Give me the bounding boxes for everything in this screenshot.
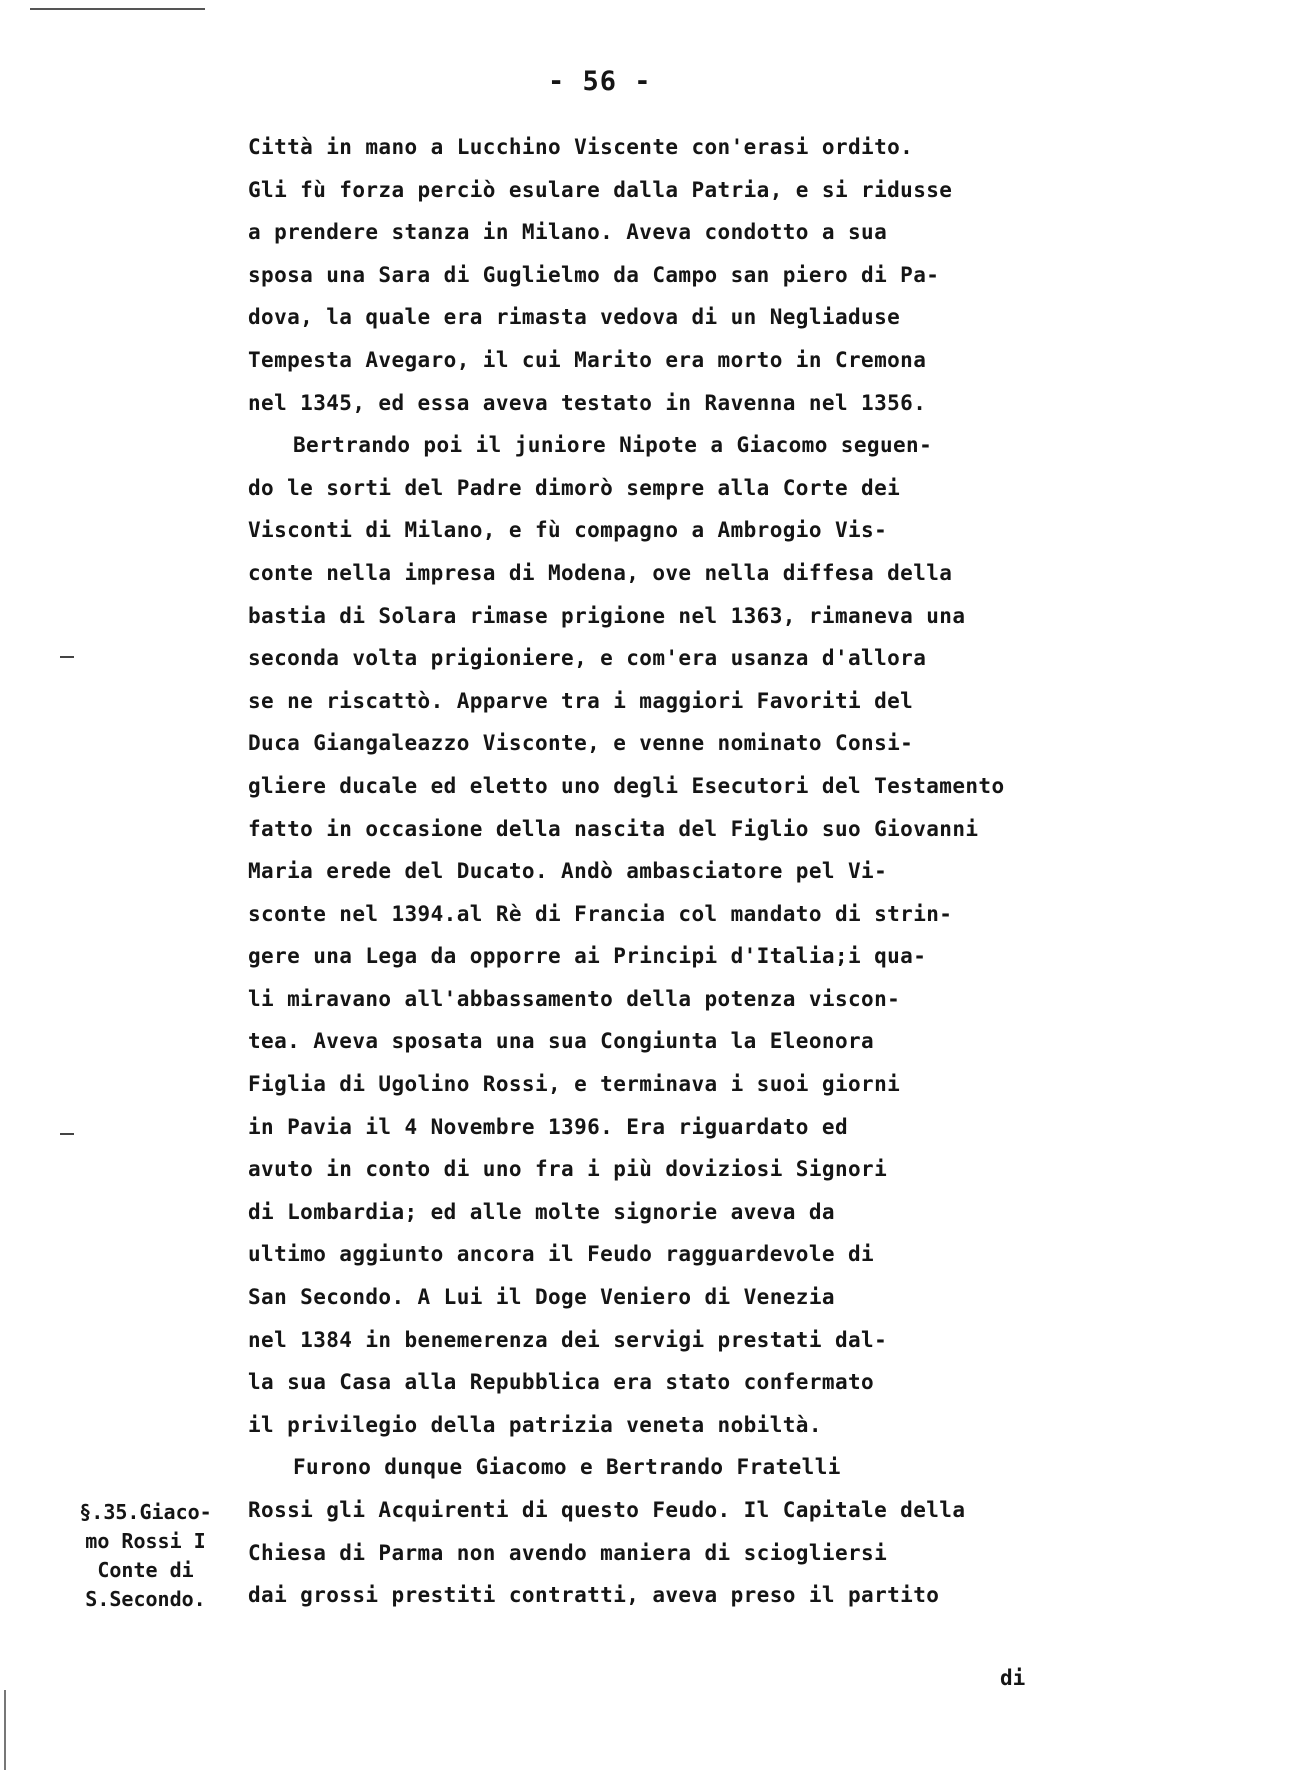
text-line: Furono dunque Giacomo e Bertrando Fratelli [293, 1455, 841, 1480]
text-line: San Secondo. A Lui il Doge Veniero di Venezia [248, 1285, 835, 1310]
text-line: avuto in conto di uno fra i più doviziosi Signori [248, 1157, 888, 1182]
text-line: Visconti di Milano, e fù compagno a Ambrogio Vis- [248, 518, 888, 543]
text-line: sposa una Sara di Guglielmo da Campo san piero di Pa- [248, 262, 940, 287]
text-line: a prendere stanza in Milano. Aveva condotto a sua [248, 220, 888, 245]
page-number: - 56 - [548, 66, 652, 97]
text-line: Città in mano a Lucchino Viscente con'erasi ordito. [248, 135, 914, 159]
text-line: fatto in occasione della nascita del Figlio suo Giovanni [248, 816, 979, 841]
text-line: Bertrando poi il juniore Nipote a Giacomo seguen- [293, 433, 933, 458]
text-line: do le sorti del Padre dimorò sempre alla Corte dei [248, 475, 901, 500]
text-line: tea. Aveva sposata una sua Congiunta la Eleonora [248, 1029, 875, 1054]
text-line: Rossi gli Acquirenti di questo Feudo. Il Capitale della [248, 1498, 966, 1522]
text-line: Figlia di Ugolino Rossi, e terminava i suoi giorni [248, 1072, 901, 1097]
scan-artifact-rule [30, 8, 205, 10]
text-line: seconda volta prigioniere, e com'era usanza d'allora [248, 646, 927, 671]
margin-note-line: mo Rossi I [85, 1529, 206, 1553]
text-line: gliere ducale ed eletto uno degli Esecutori del Testamento [248, 773, 1005, 798]
margin-note-line: S.Secondo. [85, 1587, 206, 1611]
text-line: di Lombardia; ed alle molte signorie aveva da [248, 1199, 835, 1224]
margin-note [58, 1498, 233, 1614]
text-line: Chiesa di Parma non avendo maniera di sciogliersi [248, 1540, 888, 1565]
scan-mark [60, 1133, 74, 1135]
text-line: conte nella impresa di Modena, ove nella diffesa della [248, 560, 953, 585]
text-line: dai grossi prestiti contratti, aveva preso il partito [248, 1583, 940, 1608]
margin-note-line: Conte di [97, 1558, 194, 1582]
text-line: il privilegio della patrizia veneta nobiltà. [248, 1412, 822, 1437]
text-line: nel 1384 in benemerenza dei servigi prestati dal- [248, 1327, 888, 1352]
text-line: se ne riscattò. Apparve tra i maggiori Favoriti del [248, 688, 914, 713]
text-line: li miravano all'abbassamento della potenza viscon- [248, 986, 901, 1011]
catchword: di [1000, 1666, 1026, 1690]
text-line: Maria erede del Ducato. Andò ambasciatore pel Vi- [248, 859, 888, 884]
scan-edge [4, 1690, 6, 1770]
text-line: nel 1345, ed essa aveva testato in Ravenna nel 1356. [248, 390, 927, 415]
text-line: in Pavia il 4 Novembre 1396. Era riguardato ed [248, 1114, 848, 1139]
text-line: gere una Lega da opporre ai Principi d'Italia;i qua- [248, 944, 927, 969]
text-line: la sua Casa alla Repubblica era stato confermato [248, 1370, 875, 1395]
scan-mark [60, 656, 74, 658]
margin-note-line: §.35.Giaco- [79, 1500, 212, 1524]
text-line: Gli fù forza perciò esulare dalla Patria, e si ridusse [248, 177, 953, 202]
text-line: Tempesta Avegaro, il cui Marito era morto in Cremona [248, 347, 927, 372]
text-line: ultimo aggiunto ancora il Feudo ragguardevole di [248, 1242, 875, 1267]
text-line: Duca Giangaleazzo Visconte, e venne nominato Consi- [248, 731, 914, 756]
text-line: bastia di Solara rimase prigione nel 1363, rimaneva una [248, 603, 966, 628]
text-line: dova, la quale era rimasta vedova di un Negliaduse [248, 305, 901, 330]
text-line: sconte nel 1394.al Rè di Francia col mandato di strin- [248, 901, 953, 926]
body-text [248, 126, 1148, 1617]
